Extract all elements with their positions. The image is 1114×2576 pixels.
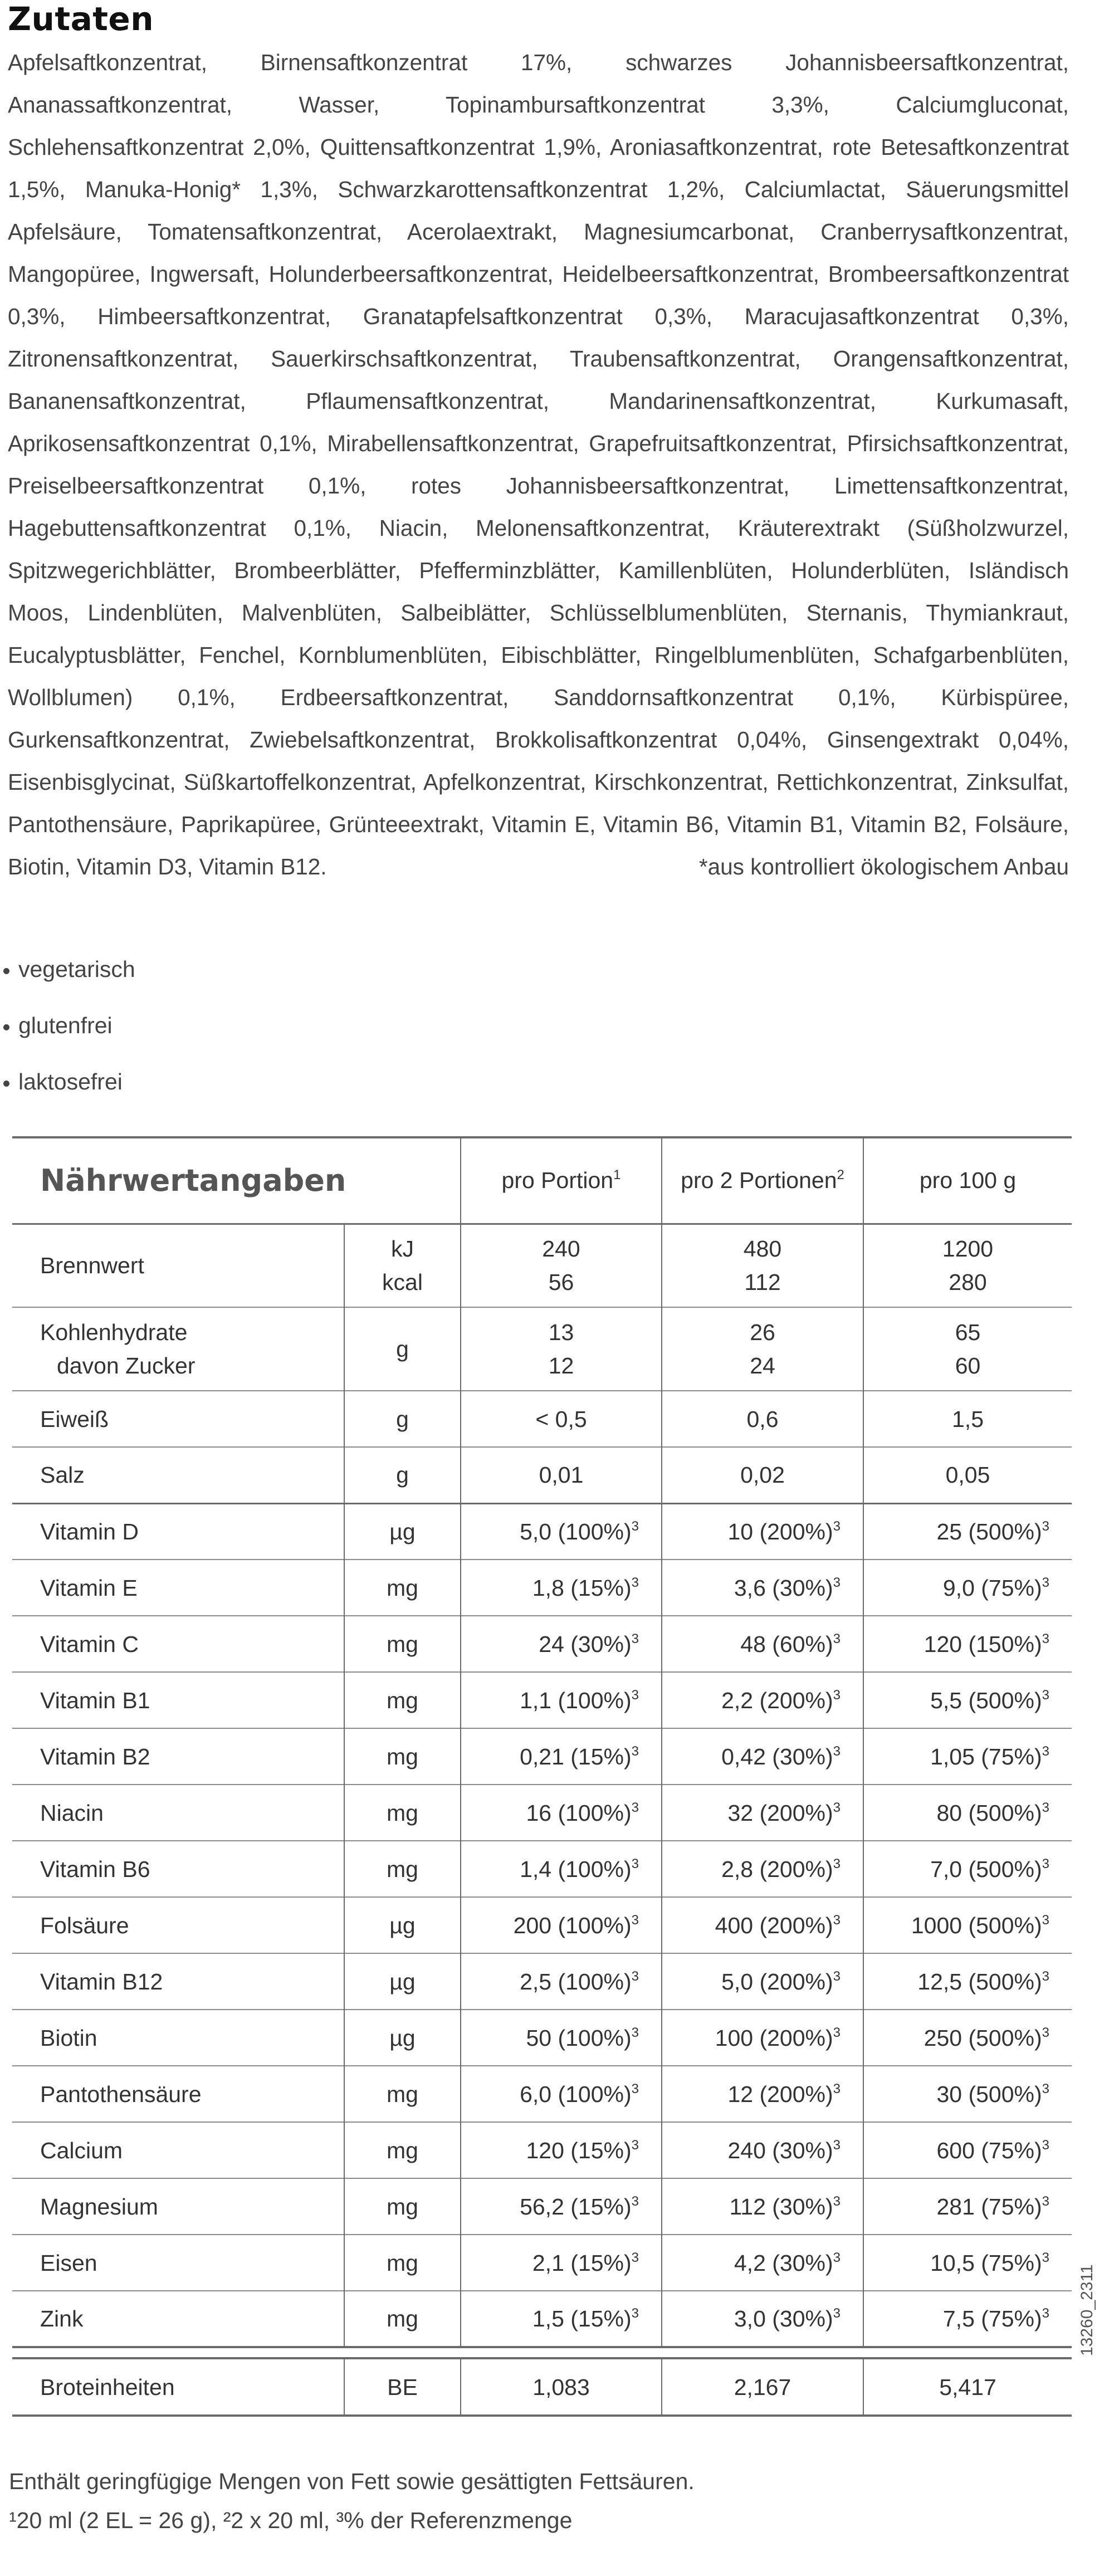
percent-value: 12,5 (500%): [917, 1968, 1042, 1995]
nutrient-unit: [344, 1224, 461, 1307]
percent-value: 112 (30%): [729, 2193, 833, 2220]
value-per-portion: [461, 1560, 662, 1616]
footnote-marker: 3: [631, 2306, 639, 2321]
carbohydrates-row: [12, 1307, 1072, 1391]
nutrient-name: Broteinheiten: [40, 2374, 175, 2400]
value-per-portion: [461, 2010, 662, 2066]
vitamin-row: [12, 2122, 1072, 2178]
energy-row: [12, 1224, 1072, 1307]
value-per-portion: [461, 1616, 662, 1672]
value-kcal: 112: [744, 1269, 781, 1296]
value-per-100g: [863, 1560, 1072, 1616]
value-per-portion: [461, 1503, 662, 1560]
percent-value: 80 (500%): [936, 1800, 1042, 1826]
footnote-marker: 3: [1042, 1800, 1049, 1815]
nutrient-name: [12, 1307, 344, 1391]
value-per-100g: [863, 1307, 1072, 1391]
vitamin-row: [12, 1560, 1072, 1616]
carbs-label: Kohlenhydrate: [40, 1319, 188, 1345]
vitamin-row: [12, 2291, 1072, 2347]
nutrient-name: Eiweiß: [40, 1406, 109, 1432]
percent-value: 7,5 (75%): [942, 2306, 1042, 2331]
footnote-marker: 3: [833, 1800, 841, 1815]
ingredients-text: Apfelsaftkonzentrat, Birnensaftkonzentrat 17%, schwarzes Johannisbeersaftkonzentrat, Ananassaftkonzentrat, Wasser, Topinambursaftkonzentrat 3,3%, Calciumgluconat, Schlehensaftkonzentrat 2,0%, Quittensaftkonzentrat 1,9%, Aroniasaftkonzentrat, rote Betesaftkonzentrat 1,5%, Manuka-Honig* 1,3%, Schwarzkarottensaftkonzentrat 1,2%, Calciumlactat, Säuerungsmittel Apfelsäure, Tomatensaftkonzentrat, Acerolaextrakt, Magnesiumcarbonat, Cranberrysaftkonzentrat, Mangopüree, Ingwersaft, Holunderbeersaftkonzentrat, Heidelbeersaftkonzentrat, Brombeersaftkonzentrat 0,3%, Himbeersaftkonzentrat, Granatapfelsaftkonzentrat 0,3%, Maracujasaftkonzentrat 0,3%, Zitronensaftkonzentrat, Sauerkirschsaftkonzentrat, Traubensaftkonzentrat, Orangensaftkonzentrat, Bananensaftkonzentrat, Pflaumensaftkonzentrat, Mandarinensaftkonzentrat, Kurkumasaft, Aprikosensaftkonzentrat 0,1%, Mirabellensaftkonzentrat, Grapefruitsaftkonzentrat, Pfirsichsaftkonzentrat, Preiselbeersaftkonzentrat 0,1%, rotes Johannisbeersaftkonzentrat, Limettensaftkonzentrat, Hagebuttensaftkonzentrat 0,1%, Niacin, Melonensaftkonzentrat, Kräuterextrakt (Süßholzwurzel, Spitzwegerichblätter, Brombeerblätter, Pfefferminzblätter, Kamillenblüten, Holunderblüten, Isländisch Moos, Lindenblüten, Malvenblüten, Salbeiblätter, Schlüsselblumenblüten, Sternanis, Thymiankraut, Eucalyptusblätter, Fenchel, Kornblumenblüten, Eibischblätter, Ringelblumenblüten, Schafgarbenblüten, Wollblumen) 0,1%, Erdbeersaftkonzentrat, Sanddornsaftkonzentrat 0,1%, Kürbispüree, Gurkensaftkonzentrat, Zwiebelsaftkonzentrat, Brokkolisaftkonzentrat 0,04%, Ginsengextrakt 0,04%, Eisenbisglycinat, Süßkartoffelkonzentrat, Apfelkonzentrat, Kirschkonzentrat, Rettichkonzentrat, Zinksulfat, Pantothensäure, Paprikapüree, Grünteeextrakt, Vitamin E, Vitamin B6, Vitamin B1, Vitamin B2, Folsäure, Biotin, Vitamin D3, Vitamin B12.: [8, 50, 1069, 879]
nutrient-unit: mg: [344, 1616, 461, 1672]
footnote-marker: 3: [833, 2081, 841, 2096]
reference-note: ¹20 ml (2 EL = 26 g), ²2 x 20 ml, ³% der Referenzmenge: [9, 2507, 573, 2533]
value-per-two-portions: 2,167: [662, 2358, 863, 2416]
footnote-marker: 3: [631, 1856, 639, 1871]
footnote-marker: 3: [833, 1912, 841, 1928]
value-per-portion: [461, 2122, 662, 2178]
footnote-marker: 3: [833, 2306, 841, 2321]
percent-value: 240 (30%): [727, 2137, 833, 2163]
footnote-marker: 3: [631, 1800, 639, 1815]
property-item: [0, 941, 135, 998]
organic-note: *aus kontrolliert ökologischem Anbau: [698, 854, 1069, 879]
footnote-marker: 3: [833, 2193, 841, 2209]
percent-value: 5,0 (100%): [520, 1518, 632, 1544]
percent-value: 56,2 (15%): [520, 2193, 632, 2220]
vitamin-row: [12, 1728, 1072, 1785]
salt-row: [12, 1447, 1072, 1503]
vitamin-row: [12, 2066, 1072, 2122]
nutrient-name: Pantothensäure: [40, 2081, 202, 2107]
nutrient-name: Biotin: [40, 2025, 97, 2051]
percent-value: 3,0 (30%): [734, 2306, 833, 2331]
footnote-marker: 3: [1042, 1518, 1049, 1534]
value-per-two-portions: [662, 1897, 863, 1953]
value-per-portion: [461, 1728, 662, 1785]
nutrient-name: Vitamin D: [40, 1518, 139, 1544]
value-per-two-portions: [662, 1616, 863, 1672]
nutrient-name: Brennwert: [40, 1253, 144, 1279]
nutrient-unit: mg: [344, 1672, 461, 1728]
value-per-portion: [461, 2235, 662, 2291]
footnote-marker: 3: [833, 1856, 841, 1871]
percent-value: 30 (500%): [936, 2081, 1042, 2107]
value-per-portion: [461, 1307, 662, 1391]
percent-value: 0,21 (15%): [520, 1743, 632, 1770]
value-kj: 480: [743, 1236, 782, 1262]
vitamin-row: [12, 1616, 1072, 1672]
table-header-row: [12, 1137, 1072, 1224]
percent-value: 1000 (500%): [911, 1912, 1042, 1938]
value-per-portion: [461, 1672, 662, 1728]
ingredients-list: [8, 41, 1069, 888]
value-per-portion: [461, 1841, 662, 1897]
footnote-marker: 3: [833, 1968, 841, 1984]
percent-value: 48 (60%): [740, 1631, 833, 1657]
footnote-marker: 3: [833, 2025, 841, 2040]
value-per-two-portions: [662, 1224, 863, 1307]
footnotes: [9, 2462, 695, 2540]
bullet-icon: [3, 1024, 9, 1030]
value-per-portion: [461, 1953, 662, 2010]
value-per-100g: [863, 1897, 1072, 1953]
value-per-portion: [461, 1897, 662, 1953]
value-per-100g: [863, 1785, 1072, 1841]
footnote-marker: 3: [631, 2081, 639, 2096]
nutrient-name: Eisen: [40, 2250, 97, 2276]
nutrient-unit: mg: [344, 2122, 461, 2178]
vitamin-row: [12, 1953, 1072, 2010]
property-label: laktosefrei: [18, 1069, 123, 1094]
value-per-100g: 0,05: [863, 1447, 1072, 1503]
dietary-properties-list: [0, 941, 135, 1110]
fat-note: Enthält geringfügige Mengen von Fett sowie gesättigten Fettsäuren.: [9, 2469, 695, 2494]
value-per-100g: [863, 2291, 1072, 2347]
footnote-marker: 3: [631, 2025, 639, 2040]
footnote-marker: 3: [833, 1575, 841, 1590]
percent-value: 6,0 (100%): [520, 2081, 632, 2107]
footnote-marker: 3: [1042, 1575, 1049, 1590]
footnote-marker: 3: [631, 1518, 639, 1534]
nutrient-unit: mg: [344, 2291, 461, 2347]
percent-value: 1,8 (15%): [532, 1575, 632, 1601]
percent-value: 2,2 (200%): [721, 1687, 833, 1713]
value-per-100g: [863, 1503, 1072, 1560]
value-kcal: 56: [548, 1269, 574, 1296]
value-per-100g: [863, 1728, 1072, 1785]
footnote-marker: 3: [1042, 1912, 1049, 1928]
nutrient-name: Vitamin B12: [40, 1968, 163, 1995]
nutrient-unit: mg: [344, 2178, 461, 2235]
nutrient-name: Vitamin C: [40, 1631, 139, 1657]
footnote-marker: 3: [1042, 2081, 1049, 2096]
nutrient-unit: mg: [344, 1560, 461, 1616]
article-code: 13260_2311: [1078, 2264, 1096, 2356]
value-per-100g: [863, 2122, 1072, 2178]
property-label: vegetarisch: [18, 956, 135, 982]
bullet-icon: [3, 968, 9, 974]
footnote-marker: 3: [631, 1968, 639, 1984]
footnote-marker: 3: [631, 2137, 639, 2153]
nutrient-unit: mg: [344, 1785, 461, 1841]
footnote-marker: 3: [1042, 2137, 1049, 2153]
nutrition-table-title: Nährwertangaben: [40, 1163, 346, 1199]
percent-value: 1,1 (100%): [520, 1687, 632, 1713]
footnote-marker: 3: [1042, 1687, 1049, 1703]
nutrient-name: Folsäure: [40, 1912, 129, 1938]
percent-value: 1,4 (100%): [520, 1856, 632, 1882]
footnote-marker: 3: [1042, 1856, 1049, 1871]
value-per-100g: [863, 1953, 1072, 2010]
footnote-marker: 3: [1042, 2025, 1049, 2040]
vitamin-row: [12, 1503, 1072, 1560]
footnote-marker: 3: [833, 1687, 841, 1703]
footnote-marker: 3: [1042, 1631, 1049, 1646]
nutrient-name: Vitamin B6: [40, 1856, 150, 1882]
percent-value: 120 (15%): [526, 2137, 632, 2163]
percent-value: 2,8 (200%): [721, 1856, 833, 1882]
footnote-marker: 3: [1042, 2306, 1049, 2321]
footnote-marker: 3: [833, 1631, 841, 1646]
value-per-portion: [461, 1224, 662, 1307]
header-per-two-portions-label: pro 2 Portionen: [681, 1167, 837, 1194]
nutrient-unit: g: [344, 1391, 461, 1447]
vitamin-row: [12, 2235, 1072, 2291]
unit-kj: kJ: [391, 1236, 414, 1262]
percent-value: 7,0 (500%): [930, 1856, 1042, 1882]
value-per-portion: [461, 2178, 662, 2235]
value-per-100g: [863, 1672, 1072, 1728]
value-per-two-portions: [662, 2291, 863, 2347]
value-carbs: 26: [750, 1319, 775, 1345]
value-per-100g: 1,5: [863, 1391, 1072, 1447]
percent-value: 120 (150%): [924, 1631, 1042, 1657]
nutrient-name: Vitamin B1: [40, 1687, 150, 1713]
value-per-portion: 1,083: [461, 2358, 662, 2416]
footnote-marker: 3: [1042, 2193, 1049, 2209]
percent-value: 4,2 (30%): [734, 2250, 833, 2276]
value-per-two-portions: [662, 1953, 863, 2010]
table-gap: [12, 2347, 1072, 2358]
sugar-label: davon Zucker: [57, 1353, 196, 1379]
value-per-two-portions: [662, 1672, 863, 1728]
footnote-marker: 3: [1042, 2250, 1049, 2265]
value-per-two-portions: [662, 2235, 863, 2291]
vitamin-row: [12, 1672, 1072, 1728]
percent-value: 2,1 (15%): [532, 2250, 632, 2276]
percent-value: 10 (200%): [727, 1518, 833, 1544]
vitamin-row: [12, 2010, 1072, 2066]
bread-units-row: [12, 2358, 1072, 2416]
header-per-two-portions: [662, 1137, 863, 1224]
percent-value: 600 (75%): [936, 2137, 1042, 2163]
footnote-marker: 3: [631, 1687, 639, 1703]
property-label: glutenfrei: [18, 1013, 113, 1038]
vitamin-row: [12, 1785, 1072, 1841]
nutrient-unit: µg: [344, 1897, 461, 1953]
percent-value: 50 (100%): [526, 2025, 632, 2051]
value-per-two-portions: [662, 2010, 863, 2066]
percent-value: 12 (200%): [727, 2081, 833, 2107]
property-item: [0, 1054, 135, 1110]
nutrient-name: Vitamin B2: [40, 1743, 150, 1770]
percent-value: 5,0 (200%): [721, 1968, 833, 1995]
percent-value: 24 (30%): [539, 1631, 632, 1657]
value-per-two-portions: [662, 1728, 863, 1785]
footnote-marker: 3: [833, 1743, 841, 1759]
header-per-portion-label: pro Portion: [501, 1167, 614, 1194]
value-per-portion: < 0,5: [461, 1391, 662, 1447]
nutrient-name: Niacin: [40, 1800, 104, 1826]
value-per-two-portions: [662, 1560, 863, 1616]
footnote-marker: 3: [631, 1912, 639, 1928]
footnote-marker: 3: [631, 2193, 639, 2209]
unit-kcal: kcal: [382, 1269, 423, 1296]
value-kj: 1200: [942, 1236, 994, 1262]
value-per-portion: 0,01: [461, 1447, 662, 1503]
footnote-marker: 1: [613, 1167, 621, 1183]
nutrient-unit: mg: [344, 1841, 461, 1897]
nutrient-unit: mg: [344, 1728, 461, 1785]
percent-value: 1,05 (75%): [930, 1743, 1042, 1770]
percent-value: 3,6 (30%): [734, 1575, 833, 1601]
value-carbs: 65: [955, 1319, 981, 1345]
footnote-marker: 2: [837, 1167, 844, 1183]
nutrient-unit: g: [344, 1447, 461, 1503]
nutrition-table: [12, 1136, 1072, 2417]
percent-value: 32 (200%): [727, 1800, 833, 1826]
percent-value: 9,0 (75%): [942, 1575, 1042, 1601]
property-item: [0, 998, 135, 1054]
nutrient-unit: mg: [344, 2066, 461, 2122]
value-per-100g: [863, 2010, 1072, 2066]
value-per-two-portions: [662, 2066, 863, 2122]
protein-row: [12, 1391, 1072, 1447]
footnote-marker: 3: [631, 1575, 639, 1590]
nutrient-name: Zink: [40, 2306, 84, 2331]
value-per-100g: 5,417: [863, 2358, 1072, 2416]
percent-value: 0,42 (30%): [721, 1743, 833, 1770]
nutrient-name: Vitamin E: [40, 1575, 138, 1601]
value-sugar: 12: [548, 1353, 574, 1379]
value-per-portion: [461, 1785, 662, 1841]
nutrient-unit: µg: [344, 2010, 461, 2066]
value-per-two-portions: [662, 1841, 863, 1897]
nutrient-unit: µg: [344, 1953, 461, 2010]
percent-value: 2,5 (100%): [520, 1968, 632, 1995]
value-per-100g: [863, 2178, 1072, 2235]
value-per-two-portions: [662, 1503, 863, 1560]
nutrient-unit: g: [344, 1307, 461, 1391]
percent-value: 10,5 (75%): [930, 2250, 1042, 2276]
value-per-100g: [863, 2066, 1072, 2122]
percent-value: 281 (75%): [936, 2193, 1042, 2220]
value-sugar: 60: [955, 1353, 981, 1379]
footnote-marker: 3: [833, 2137, 841, 2153]
bullet-icon: [3, 1081, 9, 1087]
percent-value: 25 (500%): [936, 1518, 1042, 1544]
footnote-marker: 3: [833, 2250, 841, 2265]
percent-value: 1,5 (15%): [532, 2306, 632, 2331]
value-per-two-portions: 0,02: [662, 1447, 863, 1503]
value-per-two-portions: 0,6: [662, 1391, 863, 1447]
percent-value: 16 (100%): [526, 1800, 632, 1826]
value-kcal: 280: [949, 1269, 987, 1296]
percent-value: 100 (200%): [715, 2025, 833, 2051]
footnote-marker: 3: [1042, 1968, 1049, 1984]
percent-value: 250 (500%): [924, 2025, 1042, 2051]
nutrient-name: Magnesium: [40, 2193, 158, 2220]
value-per-100g: [863, 1616, 1072, 1672]
vitamin-row: [12, 1897, 1072, 1953]
percent-value: 400 (200%): [715, 1912, 833, 1938]
footnote-marker: 3: [631, 2250, 639, 2265]
nutrient-name: Calcium: [40, 2137, 123, 2163]
value-per-portion: [461, 2291, 662, 2347]
header-unit-cell: [344, 1137, 461, 1224]
footnote-marker: 3: [833, 1518, 841, 1534]
nutrient-name: Salz: [40, 1462, 85, 1488]
value-per-100g: [863, 2235, 1072, 2291]
value-per-two-portions: [662, 2178, 863, 2235]
percent-value: 200 (100%): [513, 1912, 632, 1938]
ingredients-heading: Zutaten: [8, 0, 154, 38]
value-per-two-portions: [662, 1307, 863, 1391]
value-sugar: 24: [750, 1353, 775, 1379]
value-carbs: 13: [548, 1319, 574, 1345]
header-per-portion: [461, 1137, 662, 1224]
nutrient-unit: mg: [344, 2235, 461, 2291]
footnote-marker: 3: [631, 1743, 639, 1759]
value-per-two-portions: [662, 2122, 863, 2178]
footnote-marker: 3: [1042, 1743, 1049, 1759]
value-per-100g: [863, 1224, 1072, 1307]
value-per-100g: [863, 1841, 1072, 1897]
vitamin-row: [12, 2178, 1072, 2235]
value-per-two-portions: [662, 1785, 863, 1841]
vitamin-rows: [12, 1503, 1072, 2347]
percent-value: 5,5 (500%): [930, 1687, 1042, 1713]
nutrient-unit: µg: [344, 1503, 461, 1560]
nutrient-unit: BE: [344, 2358, 461, 2416]
vitamin-row: [12, 1841, 1072, 1897]
value-kj: 240: [542, 1236, 580, 1262]
footnote-marker: 3: [631, 1631, 639, 1646]
header-per-100g: pro 100 g: [863, 1137, 1072, 1224]
value-per-portion: [461, 2066, 662, 2122]
